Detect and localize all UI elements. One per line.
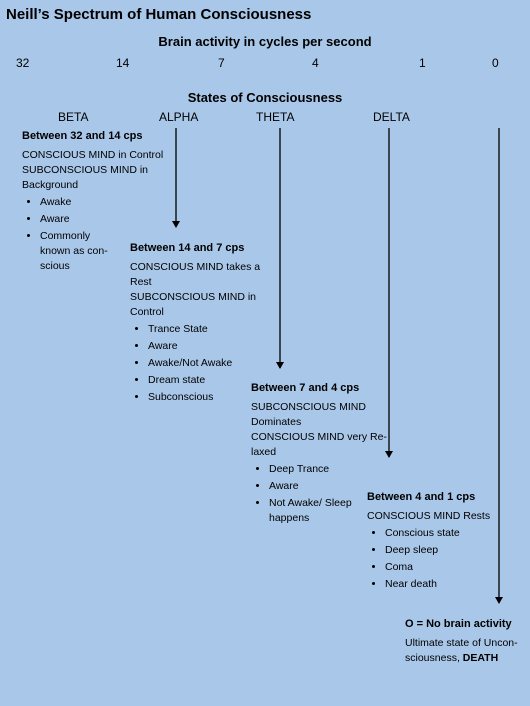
brain-activity-heading: Brain activity in cycles per second xyxy=(158,34,372,49)
alpha-bullet: • Awake/Not Awake xyxy=(148,356,270,371)
state-delta: DELTA xyxy=(373,110,410,124)
zero-emphasis: DEATH xyxy=(462,652,499,664)
delta-bullet: • Near death xyxy=(385,577,497,592)
diagram-title: Neill’s Spectrum of Human Consciousness xyxy=(6,6,312,23)
states-heading: States of Consciousness xyxy=(187,90,343,105)
scale-4: 4 xyxy=(312,56,319,70)
delta-block xyxy=(367,490,497,594)
theta-line: SUBCONSCIOUS MIND Dominates xyxy=(251,401,366,428)
beta-heading: Between 32 and 14 cps xyxy=(22,130,143,142)
theta-bullet: • Deep Trance xyxy=(269,462,369,477)
delta-heading: Between 4 and 1 cps xyxy=(367,491,476,503)
theta-heading: Between 7 and 4 cps xyxy=(251,382,360,394)
state-beta: BETA xyxy=(58,110,89,124)
alpha-bullet: • Aware xyxy=(148,339,270,354)
alpha-bullet: • Dream state xyxy=(148,373,270,388)
delta-bullet: • Coma xyxy=(385,560,497,575)
zero-text: Ultimate state of Uncon-sciousness, xyxy=(405,637,518,664)
alpha-heading: Between 14 and 7 cps xyxy=(130,242,245,254)
delta-bullet: • Deep sleep xyxy=(385,543,497,558)
beta-line: CONSCIOUS MIND in Control xyxy=(22,149,164,161)
scale-7: 7 xyxy=(218,56,225,70)
beta-line: SUBCONSCIOUS MIND in Background xyxy=(22,164,149,191)
delta-bullet: • Conscious state xyxy=(385,526,497,541)
zero-heading: O = No brain activity xyxy=(405,618,512,630)
theta-line: CONSCIOUS MIND very Re-laxed xyxy=(251,431,387,458)
alpha-line: SUBCONSCIOUS MIND in Control xyxy=(130,291,257,318)
scale-32: 32 xyxy=(16,56,30,70)
alpha-bullet: • Subconscious xyxy=(148,390,270,405)
scale-1: 1 xyxy=(419,56,426,70)
zero-block xyxy=(405,617,523,666)
theta-bullet: • Not Awake/ Sleep happens xyxy=(269,496,369,526)
scale-0: 0 xyxy=(492,56,499,70)
alpha-block xyxy=(130,241,270,407)
state-theta: THETA xyxy=(256,110,295,124)
delta-line: CONSCIOUS MIND Rests xyxy=(367,510,491,522)
theta-bullet: • Aware xyxy=(269,479,369,494)
alpha-bullet: • Trance State xyxy=(148,322,270,337)
beta-bullet: • Awake xyxy=(40,195,120,210)
beta-bullet: • Aware xyxy=(40,212,120,227)
alpha-line: CONSCIOUS MIND takes a Rest xyxy=(130,261,261,288)
beta-bullet: • Commonly known as con-scious xyxy=(40,229,120,274)
state-alpha: ALPHA xyxy=(159,110,199,124)
scale-14: 14 xyxy=(116,56,130,70)
